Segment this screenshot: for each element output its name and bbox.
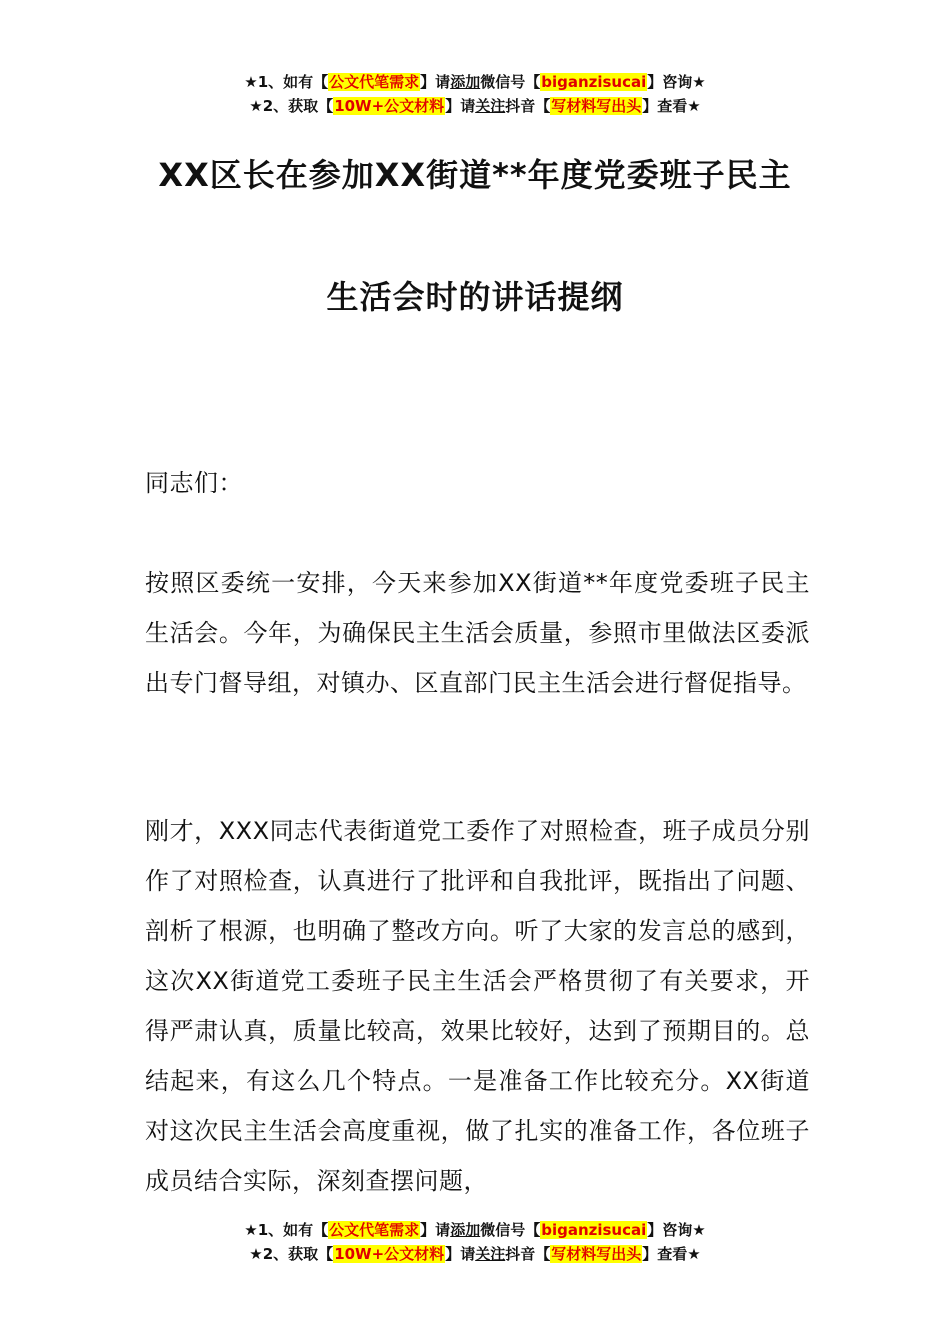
banner-text: ★2、获取【	[249, 97, 334, 115]
banner-line-2	[0, 94, 950, 118]
banner-text: 】请	[420, 73, 451, 91]
banner-text: 】请	[445, 97, 476, 115]
paragraph-1: 按照区委统一安排，今天来参加XX街道**年度党委班子民主生活会。今年，为确保民主生活会质量，参照市里做法区委派出专门督导组，对镇办、区直部门民主生活会进行督促指导。	[145, 569, 810, 697]
banner-text: 】请	[445, 1245, 476, 1263]
greeting: 同志们：	[145, 469, 243, 497]
footer-banner	[0, 1218, 950, 1266]
document-title-line-1: XX区长在参加XX街道**年度党委班子民主	[158, 156, 792, 194]
banner-highlight: 10W+公文材料	[334, 97, 445, 115]
banner-text: 】咨询★	[647, 1221, 706, 1239]
banner-text: 微信号【	[480, 1221, 541, 1239]
header-banner	[0, 70, 950, 118]
banner-text: ★2、获取【	[249, 1245, 334, 1263]
banner-highlight: 写材料写出头	[551, 1245, 642, 1263]
paragraph-2: 刚才，XXX同志代表街道党工委作了对照检查，班子成员分别作了对照检查，认真进行了批评和自我批评，既指出了问题、剖析了根源，也明确了整改方向。听了大家的发言总的感到，这次XX街道党工委班子民主生活会严格贯彻了有关要求，开得严肃认真，质量比较高，效果比较好，达到了预期目的。总结起来，有这么几个特点。一是准备工作比较充分。XX街道对这次民主生活会高度重视，做了扎实的准备工作，各位班子成员结合实际，深刻查摆问题，	[145, 817, 810, 1195]
banner-line-2	[0, 1242, 950, 1266]
banner-underline: 添加	[450, 1221, 481, 1239]
document-title-line-2: 生活会时的讲话提纲	[326, 278, 624, 316]
banner-text: 抖音【	[505, 1245, 551, 1263]
banner-text: 】查看★	[642, 1245, 701, 1263]
banner-highlight: biganzisucai	[541, 73, 647, 91]
banner-highlight: biganzisucai	[541, 1221, 647, 1239]
banner-highlight: 公文代笔需求	[329, 1221, 420, 1239]
banner-text: ★1、如有【	[244, 1221, 329, 1239]
banner-text: 抖音【	[505, 97, 551, 115]
banner-text: ★1、如有【	[244, 73, 329, 91]
banner-line-1	[0, 70, 950, 94]
banner-underline: 添加	[450, 73, 481, 91]
banner-highlight: 公文代笔需求	[329, 73, 420, 91]
banner-text: 微信号【	[480, 73, 541, 91]
banner-line-1	[0, 1218, 950, 1242]
banner-underline: 关注	[475, 97, 506, 115]
banner-underline: 关注	[475, 1245, 506, 1263]
banner-text: 】查看★	[642, 97, 701, 115]
banner-highlight: 10W+公文材料	[334, 1245, 445, 1263]
banner-text: 】请	[420, 1221, 451, 1239]
banner-text: 】咨询★	[647, 73, 706, 91]
banner-highlight: 写材料写出头	[551, 97, 642, 115]
